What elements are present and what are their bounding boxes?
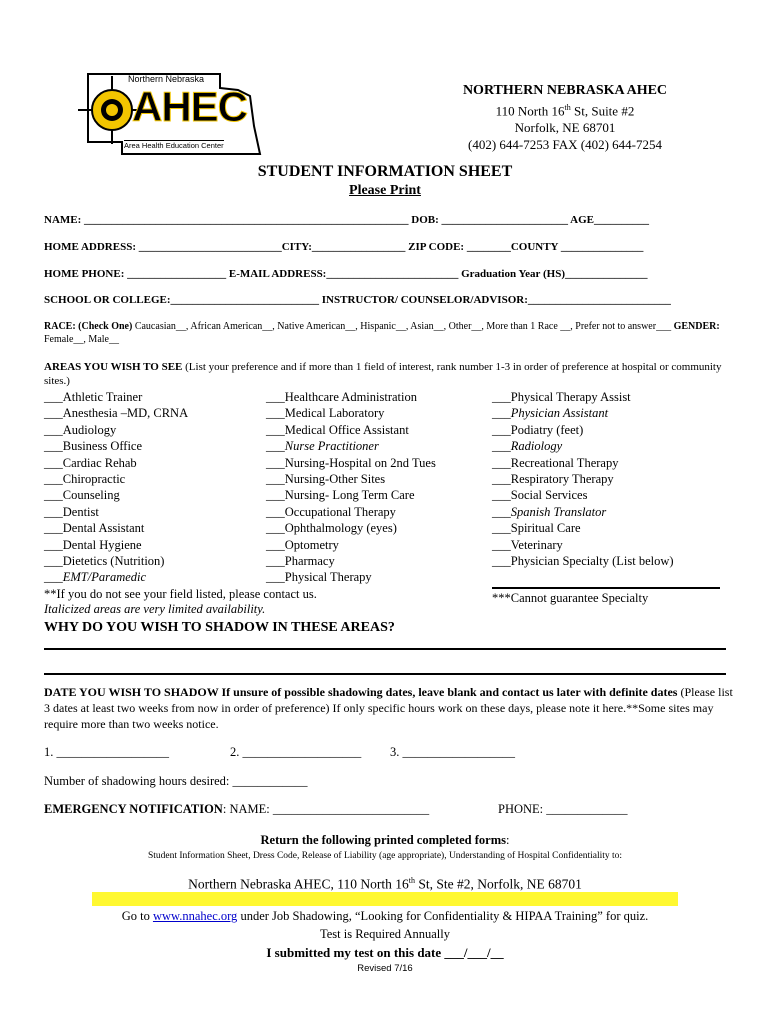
annual-note: Test is Required Annually [319, 927, 450, 941]
dates-section: DATE YOU WISH TO SHADOW If unsure of possible shadowing dates, leave blank and contact us later with definite dates (Please list 3 dates at least two weeks from now in order of preference) If only specific hours work on these days, please note it here.**Some sites may require more than two weeks notice. [44, 685, 733, 731]
areas-column-1[interactable] [44, 389, 188, 586]
school-instructor-line[interactable]: SCHOOL OR COLLEGE:___________________________ INSTRUCTOR/ COUNSELOR/ADVISOR:__________________________ [44, 294, 671, 306]
specialty-line[interactable] [492, 587, 720, 589]
area-item[interactable]: ___Social Services [492, 488, 588, 503]
highlighted-address-bar [92, 892, 678, 906]
area-item[interactable]: ___Business Office [44, 439, 143, 454]
areas-intro: AREAS YOU WISH TO SEE (List your preference and if more than 1 field of interest, rank number 1-3 in order of preference at hospital or community sites.) [44, 361, 722, 387]
area-item[interactable]: ___Dentist [44, 504, 99, 519]
phone-email-line[interactable]: HOME PHONE: __________________ E-MAIL ADDRESS:________________________ Graduation Year (HS)_______________ [44, 268, 648, 280]
logo-main-text: AHEC [132, 83, 248, 130]
date-3-field[interactable]: 3. __________________ [390, 745, 515, 759]
return-address: Northern Nebraska AHEC, 110 North 16th St, Ste #2, Norfolk, NE 68701 [188, 876, 582, 892]
area-item[interactable]: ___Podiatry (feet) [492, 422, 584, 437]
hours-field[interactable]: Number of shadowing hours desired: ____________ [44, 774, 308, 788]
area-item[interactable]: ___Spanish Translator [492, 504, 607, 519]
areas-column-3[interactable] [492, 389, 674, 569]
race-gender-block[interactable]: RACE: (Check One) Caucasian__, African American__, Native American__, Hispanic__, Asian__, Other__, More than 1 Race __, Prefer not to answer___ GENDER: Female__, Male__ [44, 321, 720, 345]
ahec-logo [70, 66, 270, 158]
why-heading: WHY DO YOU WISH TO SHADOW IN THESE AREAS? [44, 620, 395, 635]
area-item[interactable]: ___Medical Laboratory [266, 406, 385, 421]
area-item[interactable]: ___Respiratory Therapy [492, 471, 614, 486]
areas-column-2[interactable] [266, 389, 436, 586]
area-item[interactable]: ___Cardiac Rehab [44, 455, 137, 470]
logo-bottom-text: Area Health Education Center [124, 141, 224, 150]
return-heading: Return the following printed completed forms: [260, 833, 510, 847]
why-answer-line[interactable] [44, 648, 726, 650]
area-item[interactable]: ___Recreational Therapy [492, 455, 619, 470]
area-item[interactable]: ___Nursing-Hospital on 2nd Tues [266, 455, 436, 470]
logo-top-text: Northern Nebraska [128, 74, 205, 84]
area-item[interactable]: ___Nurse Practitioner [266, 439, 379, 454]
area-item[interactable]: ___Optometry [266, 537, 339, 552]
area-item[interactable]: ___Nursing- Long Term Care [266, 488, 415, 503]
area-item[interactable]: ___Physician Assistant [492, 406, 609, 421]
area-item[interactable]: ___Anesthesia –MD, CRNA [44, 406, 189, 421]
why-answer-line[interactable] [44, 673, 726, 675]
address-line[interactable]: HOME ADDRESS: __________________________CITY:_________________ ZIP CODE: ________COUNTY _______________ [44, 241, 644, 253]
emergency-phone-field[interactable]: PHONE: _____________ [498, 802, 628, 816]
submitted-line[interactable]: I submitted my test on this date ___/___/__ [266, 945, 504, 960]
area-item[interactable]: ___Physical Therapy [266, 570, 372, 585]
area-item[interactable]: ___Pharmacy [266, 553, 335, 568]
org-header [380, 82, 750, 153]
revised-note: Revised 7/16 [357, 963, 413, 974]
area-item[interactable]: ___Dietetics (Nutrition) [44, 553, 165, 568]
area-item[interactable]: ___Chiropractic [44, 471, 126, 486]
area-item[interactable]: ___Physical Therapy Assist [492, 390, 631, 404]
area-item[interactable]: ___Healthcare Administration [266, 390, 418, 404]
area-item[interactable]: ___Dental Assistant [44, 521, 145, 536]
area-item[interactable]: ___Athletic Trainer [44, 390, 143, 404]
name-dob-age-line[interactable]: NAME: ___________________________________________________________ DOB: _______________________ AGE__________ [44, 214, 649, 226]
areas-note: **If you do not see your field listed, please contact us. Italicized areas are very limited availability. [44, 587, 317, 616]
area-item[interactable]: ___Physician Specialty (List below) [492, 553, 674, 568]
area-item[interactable]: ___Counseling [44, 488, 120, 503]
area-item[interactable]: ___Occupational Therapy [266, 504, 396, 519]
specialty-note: ***Cannot guarantee Specialty [492, 591, 649, 605]
area-item[interactable]: ___Radiology [492, 439, 563, 454]
page-subtitle: Please Print [349, 183, 421, 198]
nnahec-link[interactable]: www.nnahec.org [152, 909, 238, 923]
area-item[interactable]: ___Nursing-Other Sites [266, 471, 386, 486]
org-name: NORTHERN NEBRASKA AHEC [462, 83, 668, 98]
org-city: Norfolk, NE 68701 [514, 120, 616, 136]
emergency-name-field[interactable]: EMERGENCY NOTIFICATION: NAME: _________________________ [44, 802, 430, 816]
page-title: STUDENT INFORMATION SHEET [257, 163, 513, 180]
date-1-field[interactable]: 1. __________________ [44, 745, 169, 759]
area-item[interactable]: ___Veterinary [492, 537, 563, 552]
area-item[interactable]: ___Audiology [44, 422, 117, 437]
area-item[interactable]: ___Ophthalmology (eyes) [266, 521, 397, 536]
org-address: 110 North 16th St, Suite #2 [495, 103, 635, 119]
area-item[interactable]: ___Spiritual Care [492, 521, 581, 536]
goto-line: Go to www.nnahec.org under Job Shadowing, “Looking for Confidentiality & HIPAA Training” for quiz. [121, 909, 649, 923]
org-phone: (402) 644-7253 FAX (402) 644-7254 [467, 137, 663, 153]
date-2-field[interactable]: 2. ___________________ [230, 745, 362, 759]
area-item[interactable]: ___Medical Office Assistant [266, 422, 409, 437]
area-item[interactable]: ___Dental Hygiene [44, 537, 142, 552]
area-item[interactable]: ___EMT/Paramedic [44, 570, 147, 585]
return-forms: Student Information Sheet, Dress Code, Release of Liability (age appropriate), Understanding of Hospital Confidentiality to: [147, 851, 623, 861]
